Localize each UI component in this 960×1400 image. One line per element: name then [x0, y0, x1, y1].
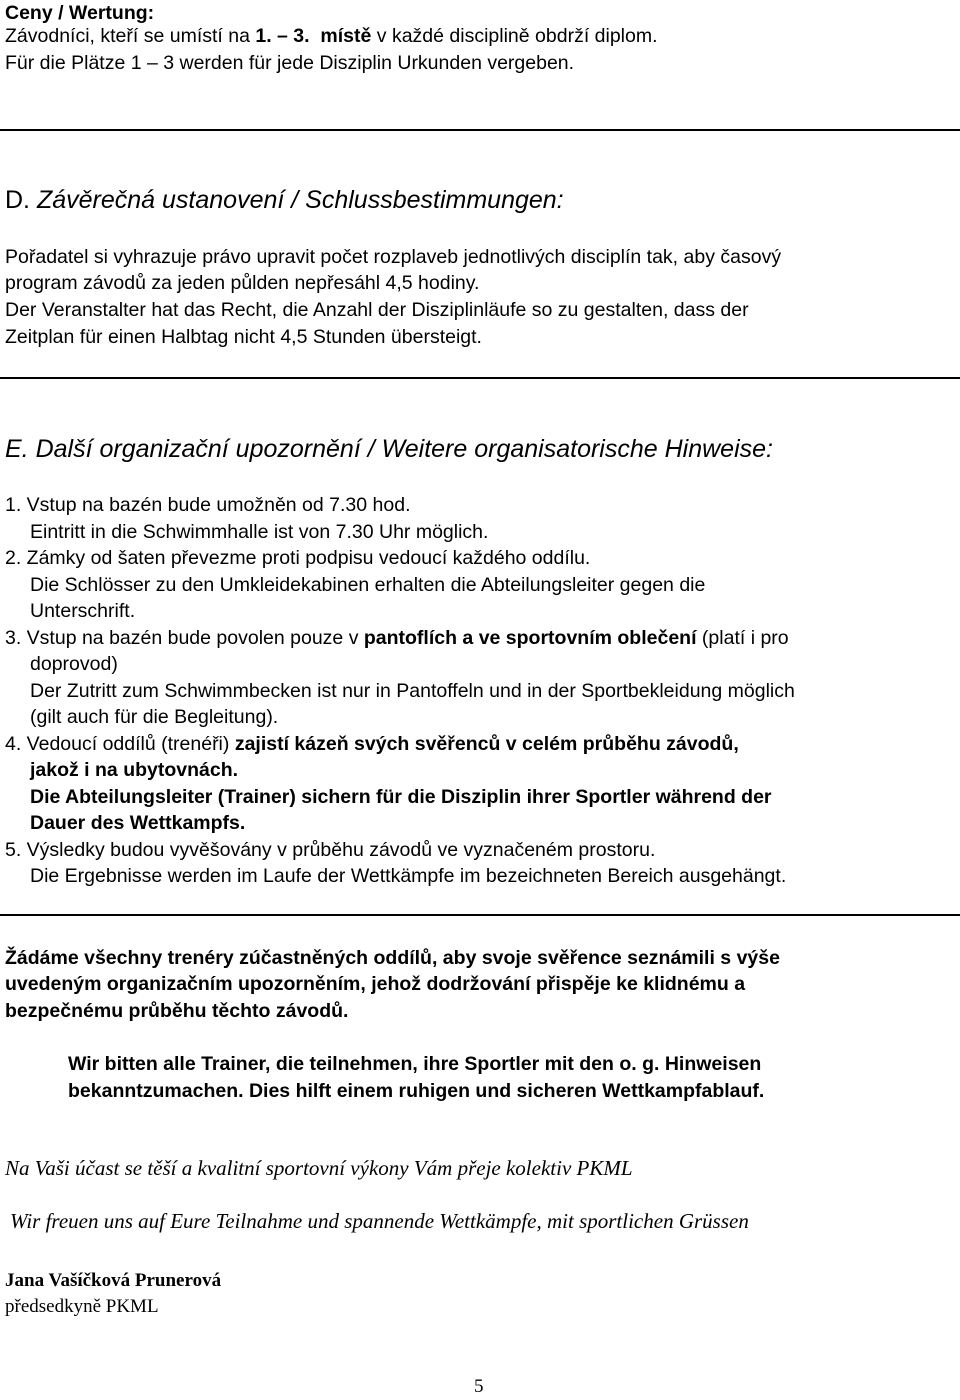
- appeal-cz-line: uvedeným organizačním upozorněním, jehož dodržování přispěje ke klidnému a: [5, 973, 746, 995]
- note-4-cz: jakož i na ubytovnách.: [30, 759, 239, 781]
- prizes-de-text: Für die Plätze 1 – 3 werden für jede Disziplin Urkunden vergeben.: [5, 52, 575, 74]
- appeal-cz-line: Žádáme všechny trenéry zúčastněných oddílů, aby svoje svěřence seznámili s výše: [5, 947, 780, 969]
- note-2-cz: 2. Zámky od šaten převezme proti podpisu vedoucí každého oddílu.: [5, 547, 591, 569]
- appeal-cz-line: bezpečnému průběhu těchto závodů.: [5, 1000, 349, 1022]
- note-2-de: Unterschrift.: [30, 600, 136, 622]
- note-3-cz: 3. Vstup na bazén bude povolen pouze v pantoflích a ve sportovním oblečení (platí i pro: [5, 627, 789, 649]
- note-3-de: (gilt auch für die Begleitung).: [30, 706, 279, 728]
- note-3-cz: doprovod): [30, 653, 118, 675]
- divider: [0, 377, 960, 379]
- note-5-de: Die Ergebnisse werden im Laufe der Wettkämpfe im bezeichneten Bereich ausgehängt.: [30, 865, 787, 887]
- note-4-cz: 4. Vedoucí oddílů (trenéři) zajistí kázeň svých svěřenců v celém průběhu závodů,: [5, 733, 739, 755]
- final-cz-line: program závodů za jeden půlden nepřesáhl 4,5 hodiny.: [5, 272, 480, 294]
- section-e-heading: E. Další organizační upozornění / Weitere organisatorische Hinweise:: [5, 435, 773, 463]
- note-1-cz: 1. Vstup na bazén bude umožněn od 7.30 hod.: [5, 494, 411, 516]
- prizes-title: Ceny / Wertung:: [5, 2, 155, 24]
- note-3-de: Der Zutritt zum Schwimmbecken ist nur in Pantoffeln und in der Sportbekleidung möglich: [30, 680, 795, 702]
- prizes-cz-text: Závodníci, kteří se umístí na 1. – 3. místě v každé disciplině obdrží diplom.: [5, 25, 658, 47]
- closing-de: Wir freuen uns auf Eure Teilnahme und spannende Wettkämpfe, mit sportlichen Grüssen: [10, 1209, 749, 1233]
- note-5-cz: 5. Výsledky budou vyvěšovány v průběhu závodů ve vyznačeném prostoru.: [5, 839, 656, 861]
- note-2-de: Die Schlösser zu den Umkleidekabinen erhalten die Abteilungsleiter gegen die: [30, 574, 706, 596]
- appeal-de-line: bekanntzumachen. Dies hilft einem ruhigen und sicheren Wettkampfablauf.: [68, 1080, 765, 1102]
- note-4-de: Die Abteilungsleiter (Trainer) sichern für die Disziplin ihrer Sportler während der: [30, 786, 772, 808]
- final-de-line: Der Veranstalter hat das Recht, die Anzahl der Disziplinläufe so zu gestalten, dass der: [5, 299, 749, 321]
- signer-name: Jana Vašíčková Prunerová: [5, 1270, 222, 1291]
- note-1-de: Eintritt in die Schwimmhalle ist von 7.30 Uhr möglich.: [30, 521, 489, 543]
- divider: [0, 914, 960, 916]
- signer-role: předsedkyně PKML: [5, 1296, 159, 1317]
- appeal-de-line: Wir bitten alle Trainer, die teilnehmen, ihre Sportler mit den o. g. Hinweisen: [68, 1053, 762, 1075]
- final-cz-line: Pořadatel si vyhrazuje právo upravit počet rozplaveb jednotlivých disciplín tak, aby časový: [5, 246, 782, 268]
- closing-cz: Na Vaši účast se těší a kvalitní sportovní výkony Vám přeje kolektiv PKML: [5, 1156, 633, 1180]
- divider: [0, 129, 960, 131]
- final-de-line: Zeitplan für einen Halbtag nicht 4,5 Stunden übersteigt.: [5, 326, 482, 348]
- section-d-heading: D. Závěrečná ustanovení / Schlussbestimmungen:: [5, 186, 564, 214]
- page-number: 5: [474, 1376, 484, 1397]
- note-4-de: Dauer des Wettkampfs.: [30, 812, 246, 834]
